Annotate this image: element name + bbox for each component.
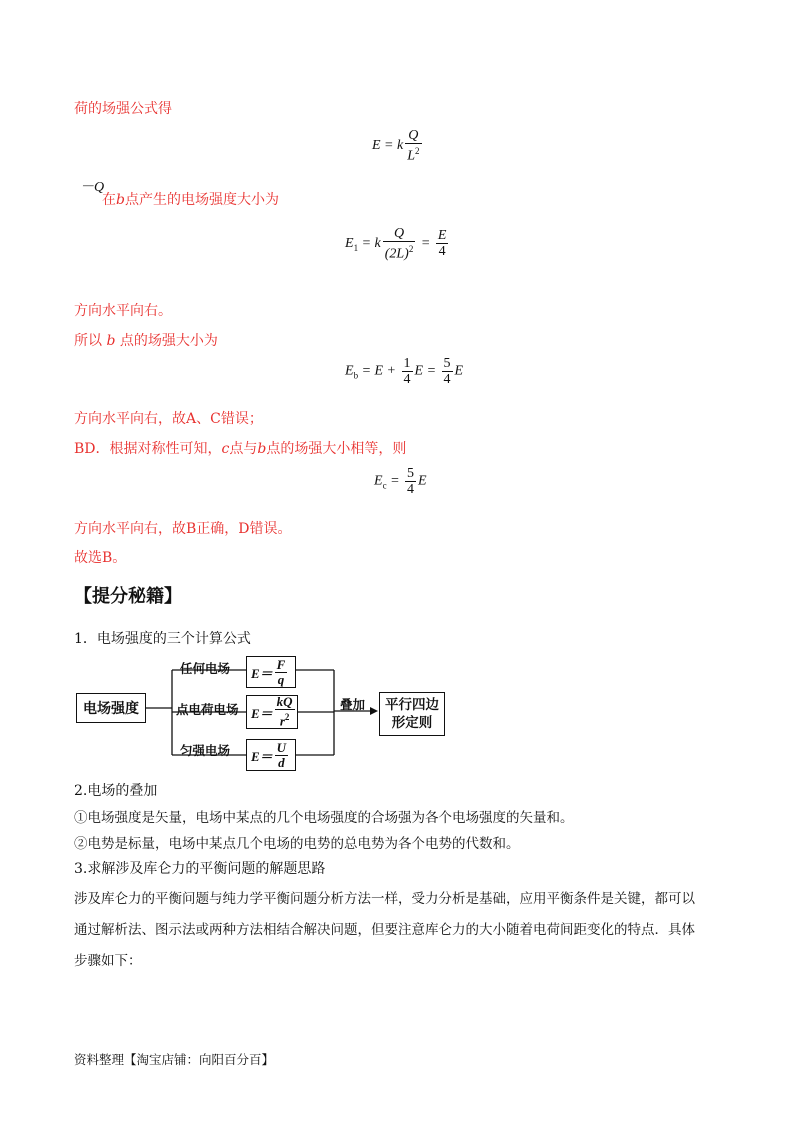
diagram-result-box [379, 692, 445, 736]
formula-eb: $E_b = E$ + $\frac{1}{4}$ E = $\frac{5}{4}$ E [345, 356, 464, 387]
page-footer: 资料整理【淘宝店铺：向阳百分百】 [74, 1052, 275, 1067]
result-line-1: 平行四边 [385, 697, 439, 713]
solution-line-6: BD．根据对称性可知，c点与b点的场强大小相等，则 [74, 441, 407, 457]
branch2-formula-box: E＝ $\frac{kQ}{r^2}$ [246, 695, 298, 729]
solution-line-4: 所以 b 点的场强大小为 [74, 333, 218, 349]
solution-line-3: 方向水平向右。 [74, 303, 172, 319]
tips-item-3: 3.求解涉及库仑力的平衡问题的解题思路 [74, 861, 326, 877]
merge-label: 叠加 [340, 697, 366, 712]
branch3-label: 匀强电场 [180, 743, 231, 758]
solution-line-1: 荷的场强公式得 [74, 101, 172, 117]
solution-line-7: 方向水平向右，故B正确，D错误。 [74, 521, 292, 537]
paragraph-line-3: 步骤如下： [74, 953, 142, 969]
tips-item-2b: ②电势是标量，电场中某点几个电场的电势的总电势为各个电势的代数和。 [74, 836, 520, 852]
branch1-formula-box: E＝ $\frac{F}{q}$ [246, 656, 296, 688]
formula-e1: $E_1 = k$ $\frac{Q}{(2L)^2}$ = $\frac{E}{4}$ [345, 226, 447, 262]
branch2-label: 点电荷电场 [176, 702, 239, 717]
solution-line-2: 在b点产生的电场强度大小为 [102, 192, 279, 208]
tips-title: 【提分秘籍】 [74, 586, 182, 607]
branch1-label: 任何电场 [180, 661, 231, 676]
formula-ec: $E_c$ = $\frac{5}{4}$ E [374, 466, 427, 497]
tips-item-2a: ①电场强度是矢量，电场中某点的几个电场强度的合场强为各个电场强度的矢量和。 [74, 810, 574, 826]
diagram-root-box: 电场强度 [76, 693, 146, 723]
tips-item-1: 1．电场强度的三个计算公式 [74, 631, 251, 647]
formula-e-point-charge: E = k $\frac{Q}{L^2}$ [372, 128, 420, 164]
solution-line-8: 故选B。 [74, 550, 127, 566]
paragraph-line-2: 通过解析法、图示法或两种方法相结合解决问题，但要注意库仑力的大小随着电荷间距变化的特点．具体 [74, 922, 695, 938]
paragraph-line-1: 涉及库仑力的平衡问题与纯力学平衡问题分析方法一样，受力分析是基础，应用平衡条件是关键，都可以 [74, 891, 695, 907]
solution-line-5: 方向水平向右，故A、C错误； [74, 411, 263, 427]
branch3-formula-box: E＝ $\frac{U}{d}$ [246, 739, 296, 771]
tips-item-2: 2.电场的叠加 [74, 783, 158, 799]
charge-label: －Q [80, 180, 105, 195]
result-line-2: 形定则 [391, 715, 433, 731]
